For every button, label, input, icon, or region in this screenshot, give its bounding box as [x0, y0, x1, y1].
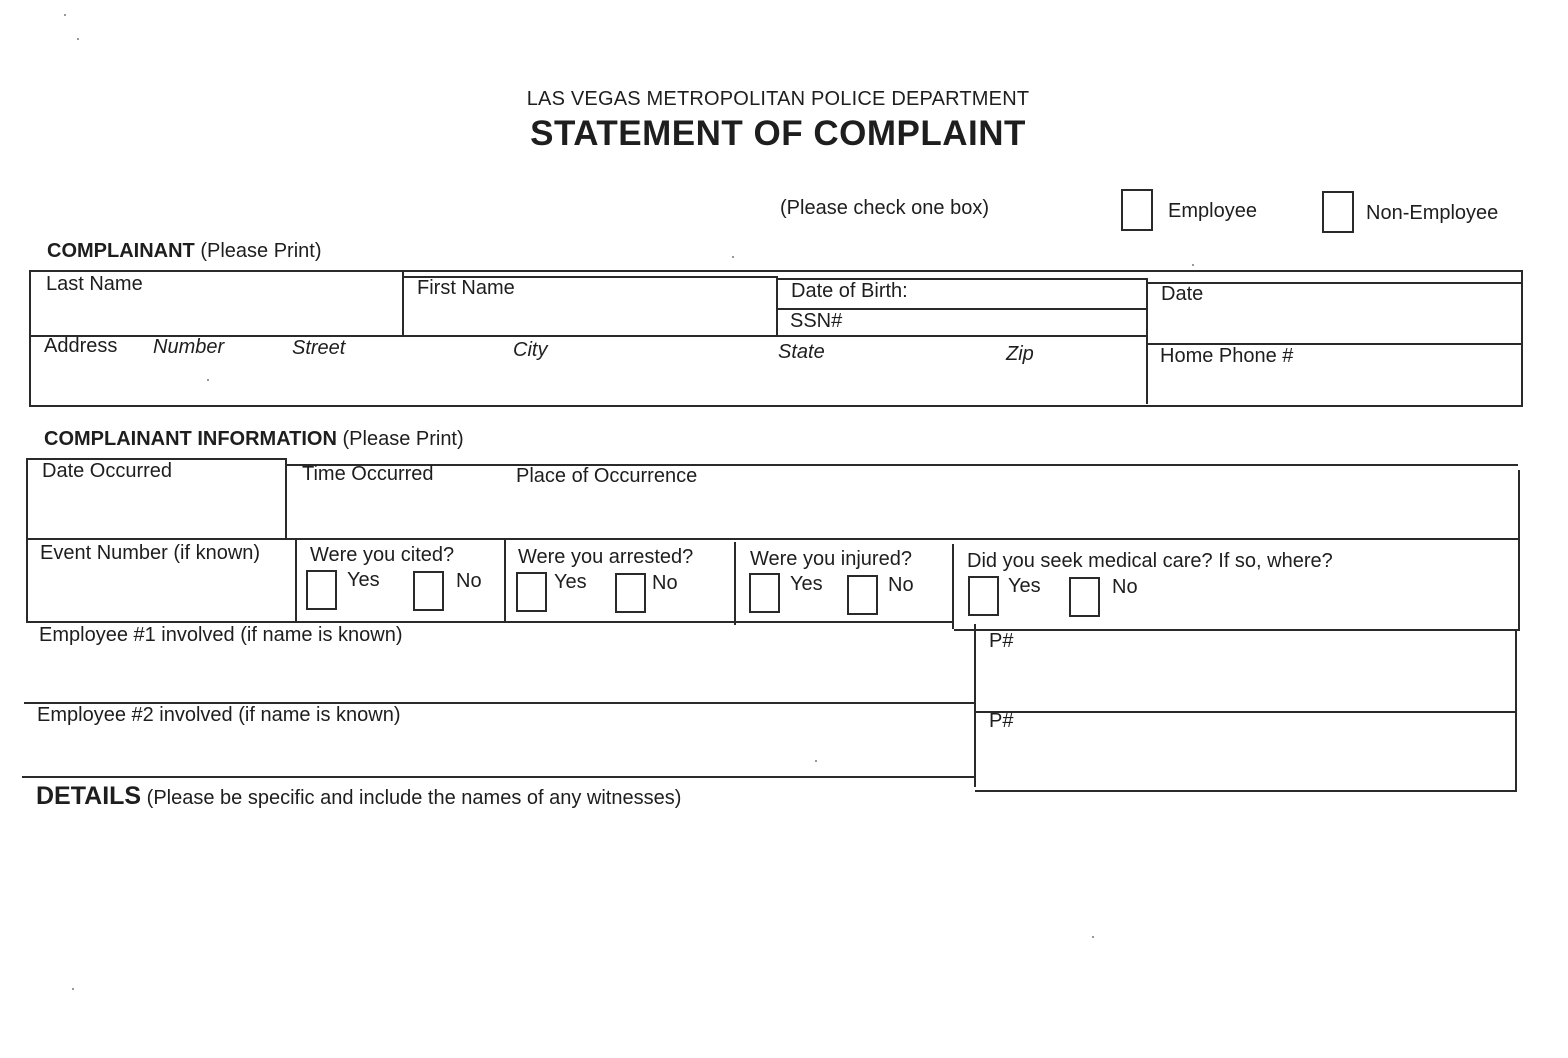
- cited-no-checkbox[interactable]: [413, 571, 444, 611]
- injured-medical-divider: [952, 544, 954, 629]
- info-row2-divider-right: [954, 629, 1518, 631]
- scan-speck: [732, 256, 734, 258]
- injured-no-checkbox[interactable]: [847, 575, 878, 615]
- employee2-bottom-left: [22, 776, 975, 778]
- scan-speck: [1092, 936, 1094, 938]
- employee1-bottom-right: [975, 711, 1516, 713]
- date-occurred-label: Date Occurred: [42, 460, 173, 482]
- address-state-label: State: [778, 341, 825, 363]
- employee-checkbox[interactable]: [1121, 189, 1153, 231]
- address-zip-label: Zip: [1006, 343, 1034, 365]
- arrested-yes-checkbox[interactable]: [516, 572, 547, 612]
- lastname-firstname-divider: [402, 270, 404, 336]
- cited-arrested-divider: [504, 540, 506, 623]
- employee-2-label: Employee #2 involved (if name is known): [37, 704, 401, 726]
- medical-no-label: No: [1112, 576, 1138, 598]
- department-name: LAS VEGAS METROPOLITAN POLICE DEPARTMENT: [526, 88, 1030, 110]
- employee-2-pnumber-label: P#: [989, 710, 1014, 732]
- first-name-label: First Name: [417, 277, 515, 299]
- time-occurred-label: Time Occurred: [302, 463, 434, 485]
- event-cited-divider: [295, 540, 297, 622]
- employee-1-label: Employee #1 involved (if name is known): [39, 624, 403, 646]
- scan-speck: [207, 379, 209, 381]
- arrested-no-checkbox[interactable]: [615, 573, 646, 613]
- home-phone-label: Home Phone #: [1160, 345, 1294, 367]
- details-heading: DETAILS (Please be specific and include the names of any witnesses): [36, 782, 682, 810]
- scan-speck: [77, 38, 79, 40]
- address-number-label: Number: [153, 336, 225, 358]
- arrested-injured-divider: [734, 542, 736, 625]
- arrested-yes-label: Yes: [554, 571, 587, 593]
- info-right-border-upper: [1518, 470, 1520, 631]
- firstname-dob-divider: [776, 276, 778, 337]
- info-top-edge-right: [286, 464, 1518, 466]
- injured-no-label: No: [888, 574, 914, 596]
- complainant-info-section-heading: COMPLAINANT INFORMATION (Please Print): [44, 428, 464, 450]
- ssn-label: SSN#: [790, 310, 843, 332]
- info-row2-divider-left: [26, 621, 954, 623]
- last-name-label: Last Name: [46, 273, 143, 295]
- check-one-box-prompt: (Please check one box): [780, 197, 990, 219]
- form-title: STATEMENT OF COMPLAINT: [530, 114, 1026, 153]
- date-label: Date: [1161, 283, 1204, 305]
- medical-no-checkbox[interactable]: [1069, 577, 1100, 617]
- address-street-label: Street: [292, 337, 346, 359]
- cited-no-label: No: [456, 570, 482, 592]
- arrested-no-label: No: [652, 572, 678, 594]
- non-employee-option-label: Non-Employee: [1366, 202, 1499, 224]
- employee-1-pnumber-label: P#: [989, 630, 1014, 652]
- scan-speck: [72, 988, 74, 990]
- injured-yes-label: Yes: [790, 573, 823, 595]
- non-employee-checkbox[interactable]: [1322, 191, 1354, 233]
- info-row1-divider: [26, 538, 1518, 540]
- employee-option-label: Employee: [1168, 200, 1257, 222]
- scan-speck: [1192, 264, 1194, 266]
- address-label: Address: [44, 335, 118, 357]
- injured-yes-checkbox[interactable]: [749, 573, 780, 613]
- cited-question: Were you cited?: [310, 544, 455, 566]
- cited-yes-checkbox[interactable]: [306, 570, 337, 610]
- medical-yes-checkbox[interactable]: [968, 576, 999, 616]
- medical-yes-label: Yes: [1008, 575, 1041, 597]
- complainant-section-heading: COMPLAINANT (Please Print): [47, 240, 322, 262]
- medical-care-question: Did you seek medical care? If so, where?: [967, 550, 1333, 572]
- injured-question: Were you injured?: [750, 548, 912, 570]
- event-number-label: Event Number (if known): [40, 542, 261, 564]
- employee2-bottom-right: [975, 790, 1516, 792]
- dob-date-divider: [1146, 278, 1148, 404]
- employee-pnumber-divider: [974, 624, 976, 787]
- scan-speck: [815, 760, 817, 762]
- date-of-birth-label: Date of Birth:: [791, 280, 908, 302]
- address-city-label: City: [513, 339, 548, 361]
- place-of-occurrence-label: Place of Occurrence: [516, 465, 698, 487]
- scan-speck: [64, 14, 66, 16]
- cited-yes-label: Yes: [347, 569, 380, 591]
- arrested-question: Were you arrested?: [518, 546, 694, 568]
- date-time-divider: [285, 458, 287, 540]
